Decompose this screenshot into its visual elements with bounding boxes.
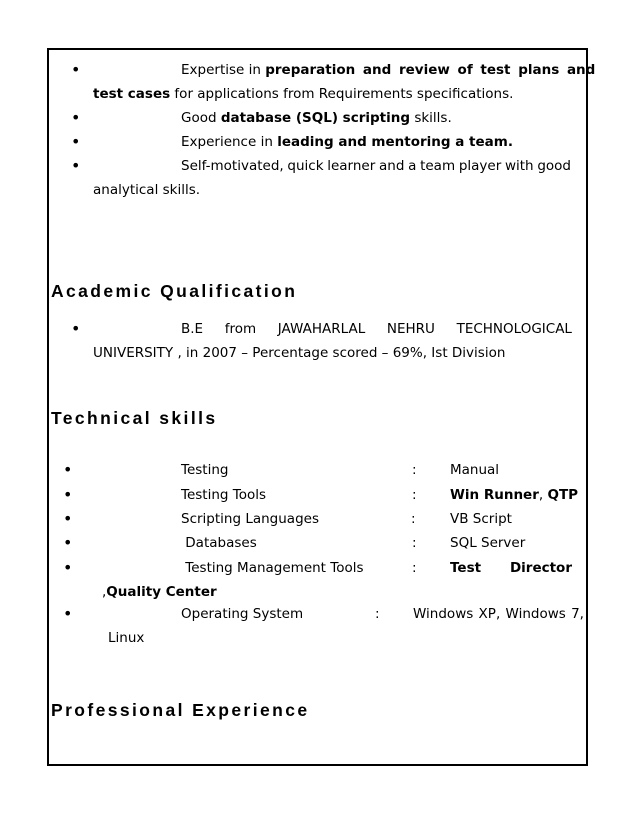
skill-value-bold: Director [509, 560, 572, 576]
skill-separator: : [412, 462, 417, 478]
word: team [420, 158, 456, 174]
word: learner [327, 158, 376, 174]
bullet: • [71, 132, 81, 151]
section-heading-professional: Professional Experience [51, 700, 310, 720]
summary-item-4-line-2: analytical skills. [93, 182, 201, 198]
skill-value-continuation: Linux [108, 630, 145, 646]
skill-value-sep: , [538, 487, 548, 503]
skill-value-bold: Quality Center [106, 584, 217, 600]
skill-value [450, 487, 578, 503]
section-heading-academic: Academic Qualification [51, 281, 298, 301]
skill-value: VB Script [450, 511, 512, 527]
summary-text: Good [181, 110, 221, 126]
summary-text: Expertise in [181, 62, 266, 78]
skill-value-bold: Win Runner [450, 487, 539, 503]
skill-label: Testing Tools [181, 487, 267, 503]
skill-value: SQL Server [450, 535, 526, 551]
word: B.E [181, 321, 204, 337]
skill-separator: : [412, 560, 417, 576]
bullet: • [63, 460, 73, 479]
word: player [458, 158, 502, 174]
skill-separator: : [412, 535, 417, 551]
summary-text: skills. [410, 110, 452, 126]
bullet: • [63, 558, 73, 577]
bullet: • [71, 319, 81, 338]
bullet: • [63, 509, 73, 528]
bullet: • [63, 533, 73, 552]
page-frame [47, 48, 588, 766]
summary-text: Experience in [181, 134, 278, 150]
skill-value: Manual [450, 462, 500, 478]
word: Self-motivated, [181, 158, 284, 174]
summary-bold-text: test cases [93, 86, 171, 102]
summary-bold-text: leading and mentoring a team. [277, 134, 513, 150]
section-heading-technical: Technical skills [51, 408, 218, 428]
word: good [537, 158, 571, 174]
academic-item-1-line-1 [181, 321, 572, 337]
word: from [224, 321, 257, 337]
word: and [378, 158, 405, 174]
summary-item-1-line-2 [93, 86, 513, 102]
skill-value-continuation [102, 584, 217, 600]
skill-label: Testing [181, 462, 229, 478]
skill-value: Windows XP, Windows 7, [413, 606, 584, 622]
academic-item-1-line-2: UNIVERSITY , in 2007 – Percentage scored – 69%, Ist Division [93, 345, 506, 361]
summary-item-1-line-1 [181, 62, 596, 78]
skill-value [450, 560, 572, 576]
skill-separator: : [375, 606, 380, 622]
summary-bold-text: preparation and review of test plans and [265, 62, 596, 78]
bullet: • [63, 604, 73, 623]
word: TECHNOLOGICAL [456, 321, 572, 337]
bullet: • [71, 60, 81, 79]
skill-value-bold: QTP [547, 487, 579, 503]
summary-bold-text: database (SQL) scripting [220, 110, 411, 126]
skill-value-sep: , [102, 584, 107, 600]
skill-separator: : [411, 511, 416, 527]
skill-value-bold: Test [450, 560, 482, 576]
summary-item-2 [181, 110, 452, 126]
word: a [408, 158, 417, 174]
summary-text: for applications from Requirements specifications. [170, 86, 514, 102]
word: JAWAHARLAL [277, 321, 366, 337]
skill-separator: : [412, 487, 417, 503]
word: quick [287, 158, 324, 174]
bullet: • [63, 485, 73, 504]
skill-label: Testing Management Tools [181, 560, 364, 576]
bullet: • [71, 108, 81, 127]
word: NEHRU [386, 321, 435, 337]
bullet: • [71, 156, 81, 175]
summary-item-4-line-1 [181, 158, 571, 174]
skill-label: Databases [181, 535, 257, 551]
word: with [504, 158, 534, 174]
skill-label: Operating System [181, 606, 304, 622]
skill-label: Scripting Languages [181, 511, 319, 527]
summary-item-3 [181, 134, 513, 150]
